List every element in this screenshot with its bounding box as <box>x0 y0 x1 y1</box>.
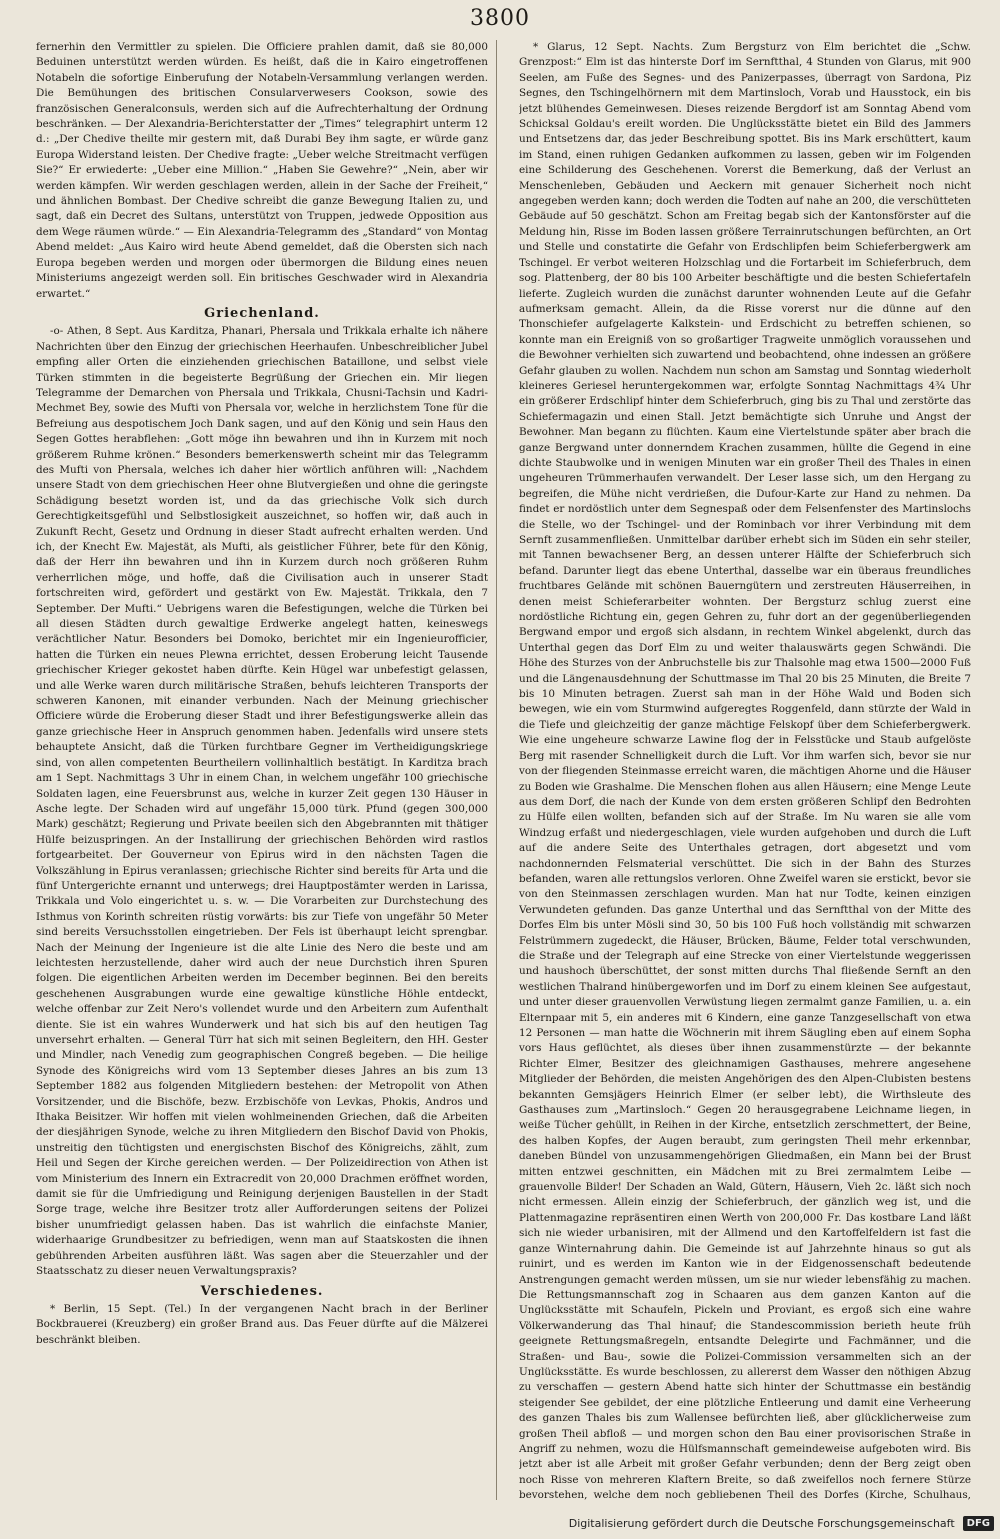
footer <box>569 1513 994 1533</box>
footer-text: Digitalisierung gefördert durch die Deutsche Forschungsgemeinschaft <box>568 1516 955 1530</box>
article-glarus: * Glarus, 12 Sept. Nachts. Zum Bergsturz von Elm berichtet die „Schw. Grenzpost:“ Elm ist das hinterste Dorf im Sernftthal, 4 Stunden von Glarus, mit 900 Seelen, am Fuße des Segnes- und des Panizerpasses, überragt von Sardona, Piz Segnes, den Tschingelhörnern mit dem Martinsloch, Vorab und Hausstock, ein bis jetzt blühendes Gemeinwesen. Dieses reizende Bergdorf ist am Sonntag Abend vom Schicksal Goldau's ereilt worden. Die Unglücksstätte bietet ein Bild des Jammers und Entsetzens dar, das jeder Beschreibung spottet. Bis ins Mark erschüttert, kaum im Stand, einen ruhigen Gedanken aufkommen zu lassen, geben wir im Folgenden eine Schilderung des Geschehenen. Vorerst die Bemerkung, daß der Verlust an Menschenleben, Gebäuden und Aeckern mit genauer Sicherheit noch nicht angegeben werden kann; doch werden die Todten auf nahe an 200, die verschütteten Gebäude auf 50 geschätzt. Schon am Freitag begab sich der Kantonsförster auf die Meldung hin, Risse im Boden lassen größere Terrainrutschungen befürchten, an Ort und Stelle und constatirte die Gefahr von Erdschlipfen beim Schieferbergwerk am Tschingel. Er verbot weiteren Holzschlag und die Fortarbeit im Schieferbruch, dem sog. Plattenberg, der 80 bis 100 Arbeiter beschäftigte und die besten Schiefertafeln lieferte. Zugleich wurden die zunächst darunter wohnenden Leute auf die Gefahr aufmerksam gemacht. Allein, da die Risse vorerst nur die dünne auf den Thonschiefer aufgelagerte Kalkstein- und Erdschicht zu betreffen schienen, so konnte man ein Ereigniß von so großartiger Tragweite unmöglich voraussehen und die Bewohner verhielten sich zuwartend und beobachtend, ohne indessen an größere Gefahr glauben zu wollen. Nachdem nun schon am Samstag und Sonntag wiederholt kleineres Geriesel heruntergekommen war, erfolgte Sonntag Nachmittags 4¾ Uhr ein größerer Erdschlipf hinter dem Schieferbruch, ging bis zu Thal und zerstörte das Schiefermagazin und einen Stall. Jetzt bemächtigte sich Unruhe und Angst der Bewohner. Man begann zu flüchten. Kaum eine Viertelstunde später aber brach die ganze Bergwand unter donnerndem Krachen zusammen, hüllte die Gegend in eine dichte Staubwolke und in wenigen Minuten war ein großer Theil des Thales in einen ungeheuren Trümmerhaufen verwandelt. Der Leser lasse sich, um den Hergang zu begreifen, die Mühe nicht verdrießen, die Dufour-Karte zur Hand zu nehmen. Da findet er nordöstlich unter dem Segnespaß oder dem Felsenfenster des Martinslochs die Stelle, wo der Tschingel- und der Rominbach vor ihrer Verbindung mit dem Sernft zusammenfließen. Unmittelbar darüber erhebt sich im Süden ein sehr steiler, mit Tannen bewachsener Berg, an dessen unterer Hälfte der Schieferbruch sich befand. Darunter liegt das ebene Unterthal, dasselbe war ein überaus freundliches fruchtbares Gelände mit schönen Bauerngütern und zerstreuten Häuserreihen, in denen meist Schieferarbeiter wohnten. Der Bergsturz schlug zuerst eine nordöstliche Richtung ein, gegen Gehren zu, fuhr dort an der gegenüberliegenden Bergwand empor und ergoß sich alsdann, in rechtem Winkel abgelenkt, durch das Unterthal gegen das Dorf Elm zu und weiter thalauswärts gegen Schwändi. Die Höhe des Sturzes von der Anbruchstelle bis zur Thalsohle mag etwa 1500—2000 Fuß und die Längenausdehnung der Schuttmasse im Thal 20 bis 25 Minuten, die Breite 7 bis 10 Minuten betragen. Zuerst sah man in der Höhe Wald und Boden sich bewegen, wie ein vom Sturmwind aufgeregtes Roggenfeld, dann stürzte der Wald in die Tiefe und gleichzeitig der ganze mächtige Felskopf über dem Schieferbergwerk. Wie eine ungeheure schwarze Lawine flog der in Felsstücke und Staub aufgelöste Berg mit rasender Schnelligkeit durch die Luft. Vor ihm warfen sich, bevor sie nur von der fliegenden Steinmasse erreicht waren, die mächtigen Ahorne und die Häuser zu Boden wie Grashalme. Die Menschen flohen aus allen Häusern; eine Menge Leute aus dem Dorf, die nach der Kunde von dem ersten größeren Schlipf den Bedrohten zu Hülfe eilen wollten, befanden sich auf der Straße. Im Nu waren sie alle vom Windzug erfaßt und niedergeschlagen, viele wurden aufgehoben und durch die Luft auf die andere Seite des Unterthales getragen, dort abgesetzt und vom nachdonnernden Felsmaterial verschüttet. Die sich in der Bahn des Sturzes befanden, waren alle rettungslos verloren. Ohne Zweifel waren sie erstickt, bevor sie von den Steinmassen zerschlagen wurden. Man hat nur Todte, keinen einzigen Verwundeten gefunden. Das ganze Unterthal und das Sernftthal von der Mitte des Dorfes Elm bis unter Mösli sind 30, 50 bis 100 Fuß hoch vollständig mit schwarzen Felstrümmern zugedeckt, die Häuser, Brücken, Bäume, Felder total verschwunden, die Straße und der Telegraph auf eine Strecke von einer Viertelstunde weggerissen und haushoch überschüttet, der sonst mitten durchs Thal fließende Sernft an den westlichen Thalrand hinübergeworfen und im Dorf zu einem kleinen See aufgestaut, und unter dieser grauenvollen Verwüstung liegen zermalmt ganze Familien, u. a. ein Elternpaar mit 5, ein anderes mit 6 Kindern, eine ganze Tanzgesellschaft von etwa 12 Personen — man hatte die Wöchnerin mit ihrem Säugling eben auf einem Sopha vors Haus geflüchtet, als dieses über ihnen zusammenstürzte — der bekannte Richter Elmer, Besitzer des gleichnamigen Gasthauses, mehrere angesehene Mitglieder der Behörden, die meisten Angehörigen des den Alpen-Clubisten bestens bekannten Gemsjägers Heinrich Elmer (er selber lebt), die Wirthsleute des Gasthauses zum „Martinsloch.“ Gegen 20 herausgegrabene Leichname liegen, in weiße Tücher gehüllt, in Reihen in der Kirche, entsetzlich zerschmettert, der Beine, des halben Kopfes, der Augen beraubt, zum geringsten Theil mehr erkennbar, daneben Bündel von unzusammengehörigen Gliedmaßen, ein Mann bei der Brust mitten entzwei geschnitten, ein Mädchen mit zu Brei zermalmtem Leibe — grauenvolle Bilder! Der Schaden an Wald, Gütern, Häusern, Vieh 2c. läßt sich noch nicht ermessen. Allein einzig der Schieferbruch, der gänzlich weg ist, und die Plattenmagazine repräsentiren einen Werth von 200,000 Fr. Das kostbare Land läßt sich nie wieder urbanisiren, mit der Allmend und den Kartoffelfeldern ist fast die ganze Winternahrung dahin. Die Gemeinde ist auf Jahrzehnte hinaus so gut als ruinirt, und es werden im Kanton wie in der Eidgenossenschaft bedeutende Anstrengungen gemacht werden müssen, um sie nur wieder lebensfähig zu machen. Die Rettungsmannschaft zog in Schaaren aus dem ganzen Kanton auf die Unglücksstätte mit Schaufeln, Pickeln und Proviant, es ergoß sich eine wahre Völkerwanderung das Thal hinauf; die Standescommission berieth heute früh geeignete Rettungsmaßregeln, entsandte Delegirte und Fachmänner, und die Straßen- und Bau-, sowie die Polizei-Commission versammelten sich an der Unglücksstätte. Es wurde beschlossen, zu allererst dem Wasser den nöthigen Abzug zu verschaffen — gestern Abend hatte sich hinter der Schuttmasse ein beständig steigender See gebildet, der eine plötzliche Entleerung und damit eine Verheerung des ganzen Thales bis zum Wallensee befürchten ließ, aber glücklicherweise zum großen Theil abfloß — und morgen schon den Bau einer provisorischen Straße in Angriff zu nehmen, wozu die Hülfsmannschaft gemeindeweise aufgeboten wird. Bis jetzt aber ist alle Arbeit mit großer Gefahr verbunden; denn der Berg zeigt oben noch Risse von mehreren Klaftern Breite, so daß zweifellos noch fernere Stürze bevorstehen, welche dem noch gebliebenen Theil des Dorfes (Kirche, Schulhaus, <box>519 41 971 1502</box>
article-egypt-continued: fernerhin den Vermittler zu spielen. Die Officiere prahlen damit, daß sie 80,000 Beduinen unterstützt werden würden. Es heißt, daß die in Kairo eingetroffenen Notabeln die sofortige Einberufung der Notabeln-Versammlung verlangen werden. Die Bemühungen des britischen Consularverwesers Cookson, sowie des französischen Generalconsuls, werden sich auf die Aufrechterhaltung der Ordnung beschränken. — Der Alexandria-Berichterstatter der „Times“ telegraphirt unterm 12 d.: „Der Chedive theilte mir gestern mit, daß Durabi Bey ihm sagte, er würde ganz Europa Widerstand leisten. Der Chedive fragte: „Ueber welche Streitmacht verfügen Sie?“ Er erwiederte: „Ueber eine Million.“ „Haben Sie Gewehre?“ „Nein, aber wir werden kämpfen. Wir werden geschlagen werden, allein in der Sache der Freiheit,“ und ähnlichen Bombast. Der Chedive schreibt die ganze Bewegung Italien zu, und sagt, daß ein Decret des Sultans, unterstützt von Truppen, jedwede Opposition aus dem Wege räumen würde.“ — Ein Alexandria-Telegramm des „Standard“ von Montag Abend meldet: „Aus Kairo wird heute Abend gemeldet, daß die Obersten sich nach Europa begeben werden und morgen oder übermorgen die Bildung eines neuen Ministeriums angezeigt werden soll. Ein britisches Geschwader wird in Alexandria erwartet.“ <box>36 41 488 300</box>
left-column <box>36 40 488 1502</box>
right-column <box>519 40 971 1502</box>
article-athens: -o- Athen, 8 Sept. Aus Karditza, Phanari, Phersala und Trikkala erhalte ich nähere Nachrichten über den Einzug der griechischen Heerhaufen. Unbeschreiblicher Jubel empfing aller Orten die einziehenden griechischen Bataillone, und selbst viele Türken stimmten in die begeisterte Begrüßung der Griechen ein. Mir liegen Telegramme der Demarchen von Phersala und Trikkala, Chusni-Tachsin und Kadri-Mechmet Bey, sowie des Mufti von Phersala vor, welche in herzlichstem Tone für die Befreiung aus despotischem Joch Dank sagen, und auf den König und sein Haus den Segen Gottes herabflehen: „Gott möge ihn bewahren und ihn in Kurzem mit noch größerem Ruhme krönen.“ Besonders bemerkenswerth scheint mir das Telegramm des Mufti von Phersala, welches ich daher hier wörtlich anführen will: „Nachdem unsere Stadt von dem griechischen Heer ohne Blutvergießen und ohne die geringste Schädigung besetzt worden ist, und da das griechische Volk sich durch Gerechtigkeitsgefühl und Selbstlosigkeit auszeichnet, so hoffen wir, daß auch in Zukunft Recht, Gesetz und Ordnung in dieser Stadt aufrecht erhalten werden. Und ich, der Knecht Ew. Majestät, als Mufti, als geistlicher Führer, bete für den König, daß der Herr ihn bewahren und ihn in Kurzem durch noch größeren Ruhm verherrlichen möge, und hoffe, daß die Civilisation auch in unserer Stadt fortschreiten wird, gefördert und gestärkt von Ew. Majestät. Trikkala, den 7 September. Der Mufti.“ Uebrigens waren die Befestigungen, welche die Türken bei all diesen Städten durch gewaltige Erdwerke angelegt hatten, keineswegs verächtlicher Natur. Besonders bei Domoko, berichtet mir ein Ingenieurofficier, hatten die Türken ein neues Plewna errichtet, dessen Eroberung leicht Tausende griechischer Krieger gekostet haben dürfte. Kein Hügel war unbefestigt gelassen, und alle Werke waren durch militärische Straßen, behufs leichteren Transports der schweren Kanonen, mit einander verbunden. Nach der Meinung griechischer Officiere würde die Eroberung dieser Stadt und ihrer Befestigungswerke allein das ganze griechische Heer in Anspruch genommen haben. Jedenfalls wird unsere stets behauptete Ansicht, daß die Türken furchtbare Gegner im Vertheidigungskriege sind, von allen competenten Beurtheilern vollinhaltlich bestätigt. In Karditza brach am 1 Sept. Nachmittags 3 Uhr in einem Chan, in welchem ungefähr 100 griechische Soldaten lagen, eine Feuersbrunst aus, welche in kurzer Zeit gegen 130 Häuser in Asche legte. Der Schaden wird auf ungefähr 15,000 türk. Pfund (gegen 300,000 Mark) geschätzt; Regierung und Private beeilen sich den Abgebrannten mit thätiger Hülfe beizuspringen. An der Installirung der griechischen Behörden wird rastlos fortgearbeitet. Der Gouverneur von Epirus wird in den nächsten Tagen die Volkszählung in Epirus veranlassen; griechische Richter sind bereits für Arta und die fünf Untergerichte ernannt und unterwegs; drei Hauptpostämter werden in Larissa, Trikkala und Volo eingerichtet u. s. w. — Die Vorarbeiten zur Durchstechung des Isthmus von Korinth schreiten rüstig vorwärts: bis zur Tiefe von ungefähr 50 Meter sind bereits Versuchsstollen eingetrieben. Der Fels ist überhaupt leicht sprengbar. Nach der Meinung der Ingenieure ist die alte Linie des Nero die beste und am leichtesten herzustellende, daher wird auch der neue Durchstich ihren Spuren folgen. Die eigentlichen Arbeiten werden im December beginnen. Bei den bereits geschehenen Ausgrabungen wurde eine gewaltige künstliche Höhle entdeckt, welche offenbar zur Zeit Nero's vollendet wurde und den Arbeitern zum Aufenthalt diente. Sie ist ein wahres Wunderwerk und hat sich bis auf den heutigen Tag unversehrt erhalten. — General Türr hat sich mit seinen Begleitern, den HH. Gester und Mindler, nach Venedig zum geographischen Congreß begeben. — Die heilige Synode des Königreichs wird vom 13 September dieses Jahres an bis zum 13 September 1882 aus folgenden Mitgliedern bestehen: der Metropolit von Athen Vorsitzender, und die Bischöfe, bezw. Erzbischöfe von Levkas, Phokis, Andros und Ithaka Beisitzer. Wir hoffen mit vielen wohlmeinenden Griechen, daß die Arbeiten der diesjährigen Synode, welche zu ihren Mitgliedern den Bischof David von Phokis, unstreitig den tüchtigsten und energischsten Bischof des Königreichs, zählt, zum Heil und Segen der Kirche gereichen werden. — Der Polizeidirection von Athen ist vom Ministerium des Innern ein Extracredit von 20,000 Drachmen eröffnet worden, damit sie für die Umfriedigung und Reinigung derjenigen Baustellen in der Stadt Sorge trage, welche ihre Besitzer trotz aller Aufforderungen seitens der Polizei bisher unumfriedigt gelassen haben. Das ist wahrlich die einfachste Manier, widerhaarige Grundbesitzer zu befriedigen, wenn man auf Staatskosten die ihnen gebührenden Arbeiten ausführen läßt. Was sagen aber die Steuerzahler und der Staatsschatz zu dieser neuen Verwaltungspraxis? <box>36 325 488 1278</box>
page-number: 3800 <box>470 6 530 31</box>
article-berlin: * Berlin, 15 Sept. (Tel.) In der vergangenen Nacht brach in der Berliner Bockbrauerei (Kreuzberg) ein großer Brand aus. Das Feuer dürfte auf die Mälzerei beschränkt bleiben. <box>36 1302 488 1346</box>
section-heading-greece: Griechenland. <box>204 305 320 321</box>
dfg-logo: DFG <box>963 1516 994 1531</box>
section-heading-misc: Verschiedenes. <box>200 1283 324 1299</box>
column-divider <box>496 40 497 1500</box>
